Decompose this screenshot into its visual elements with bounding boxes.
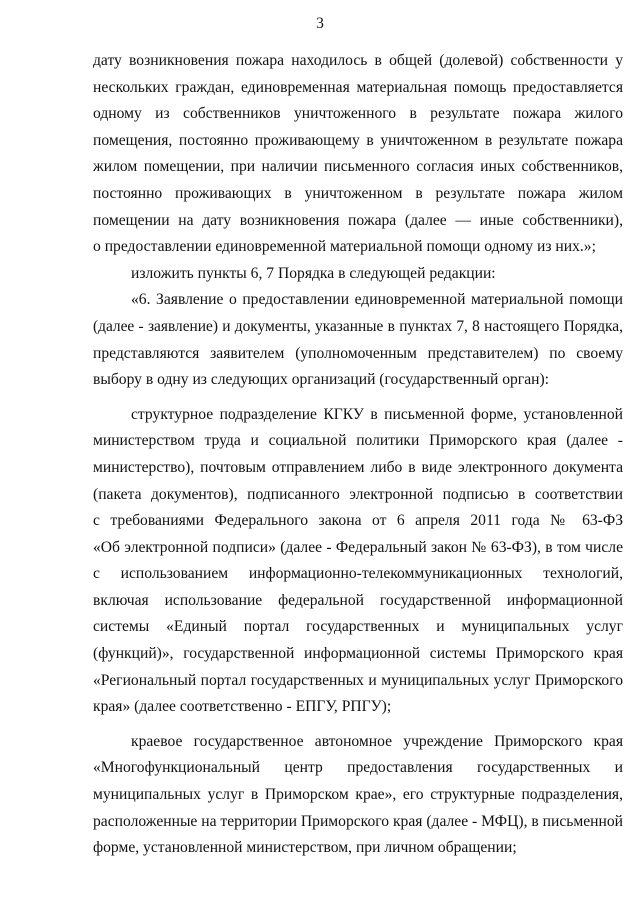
paragraph-mfc — [93, 729, 623, 862]
text-line: министерство), почтовым отправлением либо в виде электронного документа — [93, 458, 623, 476]
paragraph-amendment-instruction — [93, 261, 623, 288]
text-line: включая использование федеральной государственной информационной — [93, 591, 623, 609]
text-line: «Региональный портал государственных и муниципальных услуг Приморского — [93, 671, 623, 689]
text-line: с требованиями Федерального закона от 6 апреля 2011 года № 63-ФЗ — [93, 512, 623, 530]
text-line: (пакета документов), подписанного электронной подписью в соответствии — [93, 485, 623, 503]
text-line: (функций)», государственной информационной системы Приморского края — [93, 645, 623, 663]
page-number: 3 — [316, 15, 324, 32]
document-body — [93, 48, 623, 862]
paragraph-kgku — [93, 402, 623, 721]
text-line: краевое государственное автономное учреждение Приморского края — [131, 732, 623, 750]
text-line: края» (далее соответственно - ЕПГУ, РПГУ); — [93, 698, 392, 716]
text-line: изложить пункты 6, 7 Порядка в следующей редакции: — [131, 264, 496, 282]
text-line: «6. Заявление о предоставлении единовременной материальной помощи — [131, 291, 623, 309]
text-line: министерством труда и социальной политики Приморского края (далее - — [93, 432, 623, 450]
text-line: помещении на дату возникновения пожара (далее — иные собственники), — [93, 211, 623, 229]
text-line: о предоставлении единовременной материальной помощи одному из них.»; — [93, 238, 596, 256]
text-line: представляются заявителем (уполномоченным представителем) по своему — [93, 344, 623, 362]
text-line: постоянно проживающих в уничтоженном в результате пожара жилом — [93, 184, 623, 202]
paragraph-gap — [93, 394, 623, 402]
text-line: «Об электронной подписи» (далее - Федеральный закон № 63-ФЗ), в том числе — [93, 538, 623, 556]
text-line: помещения, постоянно проживающему в уничтоженном в результате пожара — [93, 131, 623, 149]
text-line: расположенные на территории Приморского края (далее - МФЦ), в письменной — [93, 812, 623, 830]
text-line: (далее - заявление) и документы, указанные в пунктах 7, 8 настоящего Порядка, — [93, 317, 623, 335]
text-line: с использованием информационно-телекоммуникационных технологий, — [93, 565, 623, 583]
text-line: системы «Единый портал государственных и муниципальных услуг — [93, 618, 623, 636]
text-line: нескольких граждан, единовременная материальная помощь предоставляется — [93, 78, 623, 96]
text-line: одному из собственников уничтоженного в результате пожара жилого — [93, 105, 623, 123]
text-line: выбору в одну из следующих организаций (государственный орган): — [93, 371, 549, 389]
text-line: дату возникновения пожара находилось в общей (долевой) собственности у — [93, 52, 623, 69]
paragraph-item-6 — [93, 287, 623, 393]
text-line: жилом помещении, при наличии письменного согласия иных собственников, — [93, 158, 623, 176]
text-line: муниципальных услуг в Приморском крае», его структурные подразделения, — [93, 786, 623, 804]
text-line: «Многофункциональный центр предоставления государственных и — [93, 759, 623, 777]
text-line: структурное подразделение КГКУ в письменной форме, установленной — [131, 405, 623, 423]
text-line: форме, установленной министерством, при личном обращении; — [93, 839, 517, 857]
paragraph-gap — [93, 721, 623, 729]
paragraph-continuation — [93, 48, 623, 261]
